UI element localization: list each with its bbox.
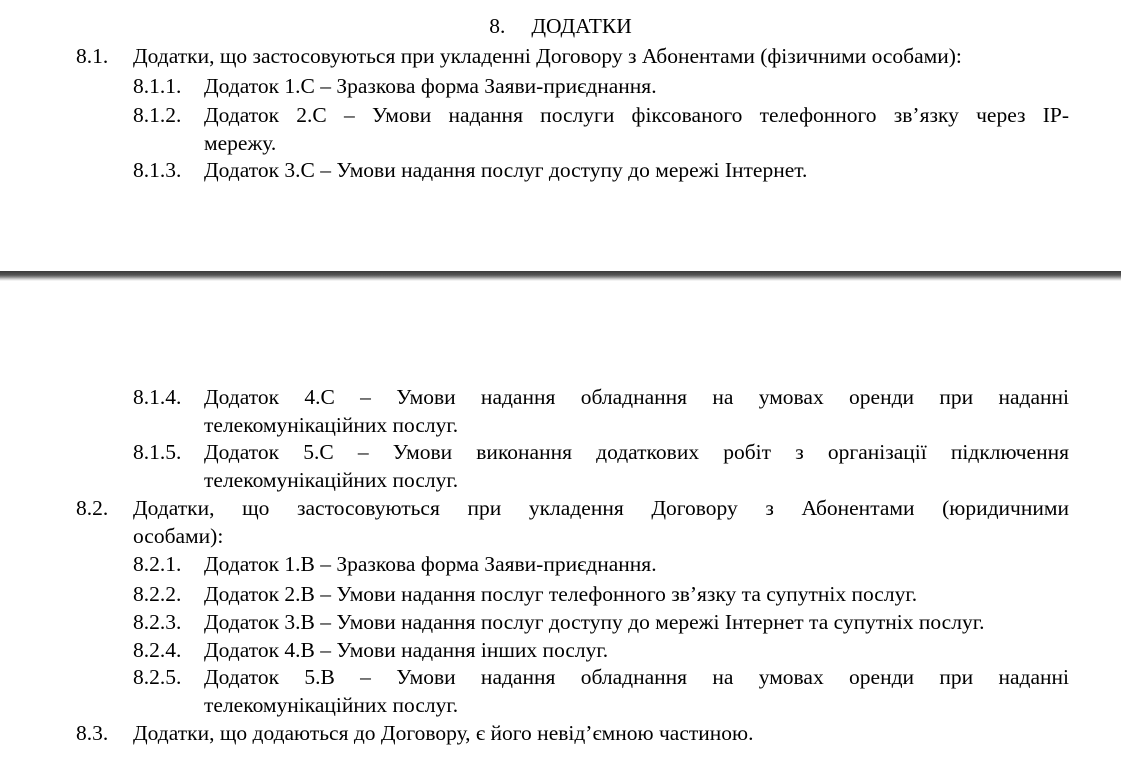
item-text: Додаток 4.В – Умови надання інших послуг. (204, 638, 609, 662)
list-item-8-1-1 (133, 72, 1069, 100)
item-text: Додаток 2.В – Умови надання послуг телефонного зв’язку та супутніх послуг. (204, 582, 918, 606)
item-text: Додатки, що додаються до Договору, є його невід’ємною частиною. (133, 721, 754, 745)
item-text-line-1: Додаток 2.С – Умови надання послуги фіксованого телефонного зв’язку через IP- (204, 103, 1069, 127)
item-number: 8.1. (76, 44, 109, 68)
item-text-line-1: Додатки, що застосовуються при укладення Договору з Абонентами (юридичними (133, 496, 1069, 520)
item-number: 8.1.4. (133, 385, 182, 409)
list-item-8-1-4 (133, 383, 1069, 411)
list-item-8-2-1 (133, 550, 1069, 578)
item-text: Додатки, що застосовуються при укладенні Договору з Абонентами (фізичними особами): (133, 44, 962, 68)
item-text-line-2: мережу. (204, 131, 277, 155)
item-number: 8.1.5. (133, 440, 182, 464)
item-text-line-2: телекомунікаційних послуг. (204, 413, 459, 437)
list-item-8-1-2-cont (133, 129, 1069, 157)
item-text-line-2: телекомунікаційних послуг. (204, 468, 459, 492)
item-number: 8.2. (76, 496, 109, 520)
item-number: 8.2.5. (133, 665, 182, 689)
list-item-8-2 (76, 494, 1069, 522)
section-heading (0, 12, 1121, 40)
item-number: 8.1.1. (133, 74, 182, 98)
item-text-line-1: Додаток 4.С – Умови надання обладнання на умовах оренди при наданні (204, 385, 1069, 409)
list-item-8-1-3 (133, 156, 1069, 184)
list-item-8-2-5 (133, 663, 1069, 691)
list-item-8-2-4 (133, 636, 1069, 664)
list-item-8-2-cont (76, 522, 1069, 550)
item-text-line-2: особами): (133, 524, 224, 548)
item-number: 8.1.3. (133, 158, 182, 182)
list-item-8-2-5-cont (133, 691, 1069, 719)
list-item-8-2-3 (133, 608, 1069, 636)
item-text: Додаток 1.В – Зразкова форма Заяви-приєднання. (204, 552, 657, 576)
list-item-8-1-4-cont (133, 411, 1069, 439)
section-title: ДОДАТКИ (531, 14, 632, 38)
list-item-8-1 (76, 42, 1069, 70)
item-number: 8.1.2. (133, 103, 182, 127)
list-item-8-1-5-cont (133, 466, 1069, 494)
item-number: 8.2.2. (133, 582, 182, 606)
item-text-line-1: Додаток 5.С – Умови виконання додаткових робіт з організації підключення (204, 440, 1069, 464)
section-number: 8. (489, 14, 506, 38)
item-text: Додаток 1.С – Зразкова форма Заяви-приєднання. (204, 74, 657, 98)
list-item-8-2-2 (133, 580, 1069, 608)
item-number: 8.2.4. (133, 638, 182, 662)
item-text-line-1: Додаток 5.В – Умови надання обладнання на умовах оренди при наданні (204, 665, 1069, 689)
list-item-8-1-2 (133, 101, 1069, 129)
item-text-line-2: телекомунікаційних послуг. (204, 693, 459, 717)
page-break-separator (0, 268, 1121, 284)
list-item-8-1-5 (133, 438, 1069, 466)
item-number: 8.3. (76, 721, 109, 745)
item-text: Додаток 3.В – Умови надання послуг доступу до мережі Інтернет та супутніх послуг. (204, 610, 985, 634)
list-item-8-3 (76, 719, 1069, 747)
item-number: 8.2.3. (133, 610, 182, 634)
item-number: 8.2.1. (133, 552, 182, 576)
item-text: Додаток 3.С – Умови надання послуг доступу до мережі Інтернет. (204, 158, 808, 182)
